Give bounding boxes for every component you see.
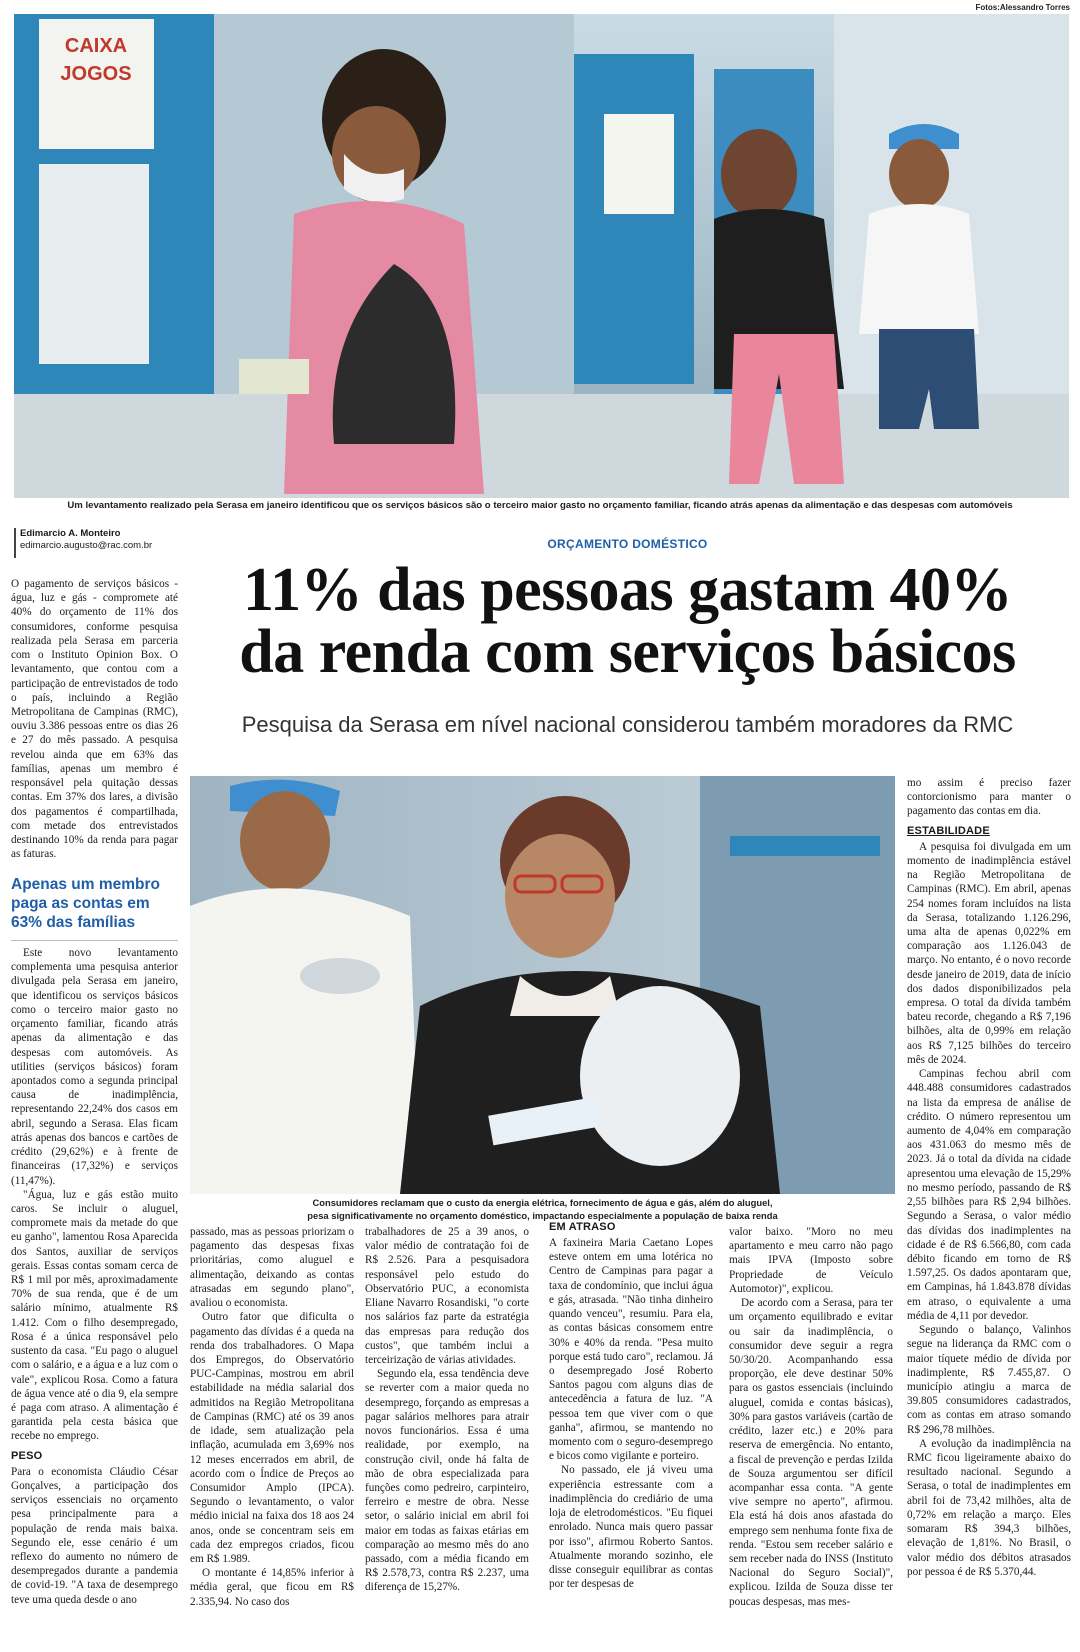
- col1-paragraph-4: Para o economista Cláudio César Gonçalves, a participação dos serviços essenciais no orçamento pesa principalmente para a população de renda mais baixa. Segundo ele, esse cenário é um reflexo do aumento no número de desempregados durante a pandemia de covid-19. "A taxa de desemprego teve uma queda desde o ano: [11, 1465, 178, 1606]
- col6-paragraph-4: Segundo o balanço, Valinhos segue na liderança da RMC com o maior tíquete médio de dívida por inadimplente, R$ 7.455,87. O município atingiu a marca de 39.805 consumidores cadastrados, com as contas em atraso somando R$ 296,78 milhões.: [907, 1324, 1071, 1436]
- author-name: Edimarcio A. Monteiro: [20, 528, 121, 539]
- col6-paragraph-1: mo assim é preciso fazer contorcionismo para manter o pagamento das contas em dia.: [907, 777, 1071, 818]
- col3-paragraph-2: Segundo ela, essa tendência deve se reverter com a maior queda no desemprego, forçando as empresas a pagar salários melhores para atrair novos funcionários. Essa é uma realidade, por exemplo, na construção civil, onde há falta de mão de obra especializada para funções como pedreiro, carpinteiro, ferreiro e mestre de obra. Nesse setor, o salário inicial em abril foi maior em todas as faixas etárias em comparação ao mesmo mês do ano passado, com a média ficando em R$ 2.578,73, contra R$ 2.237, uma diferença de 15,27%.: [365, 1368, 529, 1594]
- section-kicker: ORÇAMENTO DOMÉSTICO: [547, 537, 708, 551]
- col1-paragraph-1: O pagamento de serviços básicos - água, luz e gás - compromete até 40% do orçamento de 11% dos consumidores, conforme pesquisa realizada pela Serasa em parceria com o Instituto Opinion Box. O levantamento, que contou com a participação de entrevistados de todo o país, incluindo a Região Metropolitana de Campinas (RMC), ouviu 3.386 pessoas entre os dias 26 e 27 do mês passado. A pesquisa revelou ainda que em 63% das famílias, apenas um membro é responsável pela quitação dessas contas. Em 37% dos lares, a divisão dos pagamentos é compartilhada, com metade dos entrevistados destinando 10% da renda para pagar as faturas.: [11, 578, 178, 861]
- col2-paragraph-2: Outro fator que dificulta o pagamento das dívidas é a queda na renda dos trabalhadores. O Mapa dos Empregos, do Observatório PUC-Campinas, mostrou em abril estabilidade na média salarial dos admitidos na Região Metropolitana de Campinas (RMC) até os 39 anos de idade, sem atualização pela inflação, acumulada em 3,69% nos 12 meses encerrados em abril, de acordo com o Índice de Preços ao Consumidor Amplo (IPCA). Segundo o levantamento, o valor médio inicial na faixa dos 18 aos 24 anos, onde se concentram seis em cada dez empregos criados, ficou em R$ 1.989.: [190, 1311, 354, 1566]
- top-photo: [14, 14, 1069, 498]
- headline-line-2: da renda com serviços básicos: [239, 618, 1016, 686]
- col2-paragraph-1: passado, mas as pessoas priorizam o pagamento das despesas fixas prioritárias, como aluguel e alimentação, deixando as contas atrasadas em segundo plano", avaliou o economista.: [190, 1226, 354, 1310]
- middle-photo: [190, 776, 895, 1194]
- column-5: [729, 1225, 893, 1609]
- middle-photo-caption: [190, 1197, 895, 1222]
- col1-paragraph-2: Este novo levantamento complementa uma pesquisa anterior divulgada pela Serasa em janeiro, que identificou os serviços básicos como o terceiro maior gasto no orçamento familiar, ficando atrás apenas da alimentação e das despesas com automóveis. As utilities (serviços básicos) foram apontados como a segunda principal causa de inadimplência, representando 22,24% dos casos em abril, segundo a Serasa. Elas ficam atrás apenas dos bancos e cartões de crédito (29,62%) e à frente de financeiras (17,32%) e serviços (11,47%).: [11, 947, 178, 1187]
- subhead-em-atraso: EM ATRASO: [549, 1221, 616, 1233]
- subhead-peso: PESO: [11, 1449, 43, 1462]
- col4-paragraph-1: A faxineira Maria Caetano Lopes esteve ontem em uma lotérica no Centro de Campinas para pagar a taxa de condomínio, que inclui água e gás, atrasada. "Não tinha dinheiro quando venceu", resumiu. Para ela, as contas básicas consomem entre 30% e 40% da renda. "Pesa muito porque está tudo caro", reclamou. Já o desempregado José Roberto Santos pagou com alguns dias de antecedência a fatura de luz. "A pessoa tem que viver com o que ganha", afirmou, se mantendo no momento com o seguro-desemprego e bicos como vigilante e porteiro.: [549, 1236, 713, 1463]
- customers-illustration: [190, 776, 895, 1194]
- pull-quote-rule: [11, 940, 178, 941]
- headline: [180, 556, 1075, 686]
- author-email[interactable]: edimarcio.augusto@rac.com.br: [20, 540, 153, 552]
- subhead-estabilidade: ESTABILIDADE: [907, 824, 990, 837]
- col6-paragraph-5: A evolução da inadimplência na RMC ficou ligeiramente abaixo do resultado nacional. Segundo a Serasa, o total de inadimplentes em abril foi de 73,42 milhões, alta de 0,72% em relação a março. Eles somaram R$ 394,3 bilhões, elevação de 1,81%. No Brasil, o valor médio dos débitos atrasados por pessoa é de R$ 5.370,44.: [907, 1437, 1071, 1578]
- col4-paragraph-2: No passado, ele já viveu uma experiência estressante com a inadimplência do crediário de uma loja de eletrodomésticos. "Eu fiquei enrolado. Nunca mais quero passar por isso", afirmou Roberto Santos. Atualmente morando sozinho, ele disse conseguir equilibrar as contas por ter despesas de: [549, 1464, 713, 1591]
- middle-caption-line-2: pesa significativamente no orçamento doméstico, impactando especialmente a população de baixa renda: [307, 1209, 778, 1221]
- top-photo-caption: Um levantamento realizado pela Serasa em janeiro identificou que os serviços básicos são o terceiro maior gasto no orçamento familiar, ficando atrás apenas da alimentação e das despesas com automóveis: [67, 500, 1013, 511]
- byline-bar: [14, 528, 16, 558]
- sign-jogos: JOGOS: [60, 63, 132, 85]
- lottery-scene-illustration: [14, 14, 1069, 498]
- col1-paragraph-3: "Água, luz e gás estão muito caros. Se incluir o aluguel, compromete mais da metade do que eu ganho", lamentou Rosa Aparecida dos Santos, auxiliar de serviços gerais. Essas contas somam cerca de R$ 1 mil por mês, aproximadamente 70% de sua renda, que é de um salário mínimo, atualmente R$ 1.412. Com o filho desempregado, Rosa é a única responsável pelo sustento da casa. "Eu pago o aluguel com o salário, e a água e a luz com o vale", explicou Rosa. Como a fatura de água vence até o dia 9, ela sempre é paga com atraso. A alimentação é garantida pela cesta básica que recebe no emprego.: [11, 1188, 178, 1443]
- pull-quote: Apenas um membro paga as contas em 63% das famílias: [11, 876, 161, 931]
- headline-line-1: 11% das pessoas gastam 40%: [243, 556, 1012, 624]
- middle-caption-line-1: Consumidores reclamam que o custo da energia elétrica, fornecimento de água e gás, além do aluguel,: [312, 1197, 773, 1208]
- deck: Pesquisa da Serasa em nível nacional considerou também moradores da RMC: [241, 712, 1014, 737]
- column-1-bottom: [11, 946, 178, 1607]
- column-2: [190, 1225, 354, 1609]
- col6-paragraph-3: Campinas fechou abril com 448.488 consumidores cadastrados na lista da empresa de análise de crédito. O número representou um aumento de 4,04% em comparação aos 431.063 do mesmo mês de 2023. Já o total da dívida na cidade apresentou uma elevação de 15,29% no mesmo período, passando de R$ 2,55 bilhões para R$ 2,94 bilhões. Segundo a Serasa, o valor médio das dívidas dos inadimplentes na cidade é de R$ 6.566,80, com cada débito ficando em torno de R$ 1.597,25. Os dados apontaram que, em Campinas, há 1.843.878 dívidas em atraso, o equivalente a uma média de 4,11 por devedor.: [907, 1068, 1071, 1322]
- column-1-top: [11, 577, 178, 861]
- column-6: [907, 776, 1071, 1579]
- photo-credit: Fotos:Alessandro Torres: [975, 3, 1070, 12]
- col6-paragraph-2: A pesquisa foi divulgada em um momento de inadimplência estável na Região Metropolitana de Campinas (RMC). Em abril, apenas 254 nomes foram incluídos na lista da Serasa, totalizando 1.126.296, uma alta de apenas 0,022% em comparação aos 1.126.043 de março. No entanto, é o novo recorde desde janeiro de 2019, data de início dos dados disponibilizados pela empresa. O total da dívida também bateu recorde, chegando a R$ 7,196 bilhões, alta de 0,99% em relação aos R$ 7,125 bilhões do terceiro mês de 2024.: [907, 840, 1071, 1066]
- sign-caixa: CAIXA: [64, 35, 128, 57]
- column-3: [365, 1225, 529, 1595]
- column-4: [549, 1221, 713, 1591]
- col5-paragraph-1: valor baixo. "Moro no meu apartamento e meu carro não pago mais IPVA (Imposto sobre Propriedade de Veículo Automotor)", explicou.: [729, 1226, 893, 1295]
- col2-paragraph-3: O montante é 14,85% inferior à média geral, que ficou em R$ 2.335,94. No caso dos: [190, 1567, 354, 1608]
- byline: [20, 528, 170, 553]
- col5-paragraph-2: De acordo com a Serasa, para ter um orçamento equilibrado e evitar ou sair da inadimplência, o consumidor deve seguir a regra 50/30/20. Acompanhando essa proporção, ele deve destinar 50% para os gastos essenciais (incluindo aluguel, comida e contas básicas), 30% para gastos variáveis (cartão de crédito, lazer etc.) e 20% para reserva de emergência. No entanto, a fiscal de prevenção e perdas Izilda de Souza argumentou ser difícil acompanhar essa conta. "A gente vive sempre no aperto", afirmou. Ela está há dois anos afastada do emprego sem nenhuma fonte fixa de renda. "Estou sem receber salário e sem receber nada do INSS (Instituto Nacional do Seguro Social)", explicou. Izilda de Souza disse ter poucas despesas, mas mes-: [729, 1297, 893, 1608]
- col3-paragraph-1: trabalhadores de 25 a 39 anos, o valor médio de contratação foi de R$ 2.526. Para a pesquisadora responsável pelo estudo do Observatório PUC, a economista Eliane Navarro Rosandiski, "o corte nos salários faz parte da estratégia das empresas para redução dos custos", que também inclui a terceirização de várias atividades.: [365, 1226, 529, 1366]
